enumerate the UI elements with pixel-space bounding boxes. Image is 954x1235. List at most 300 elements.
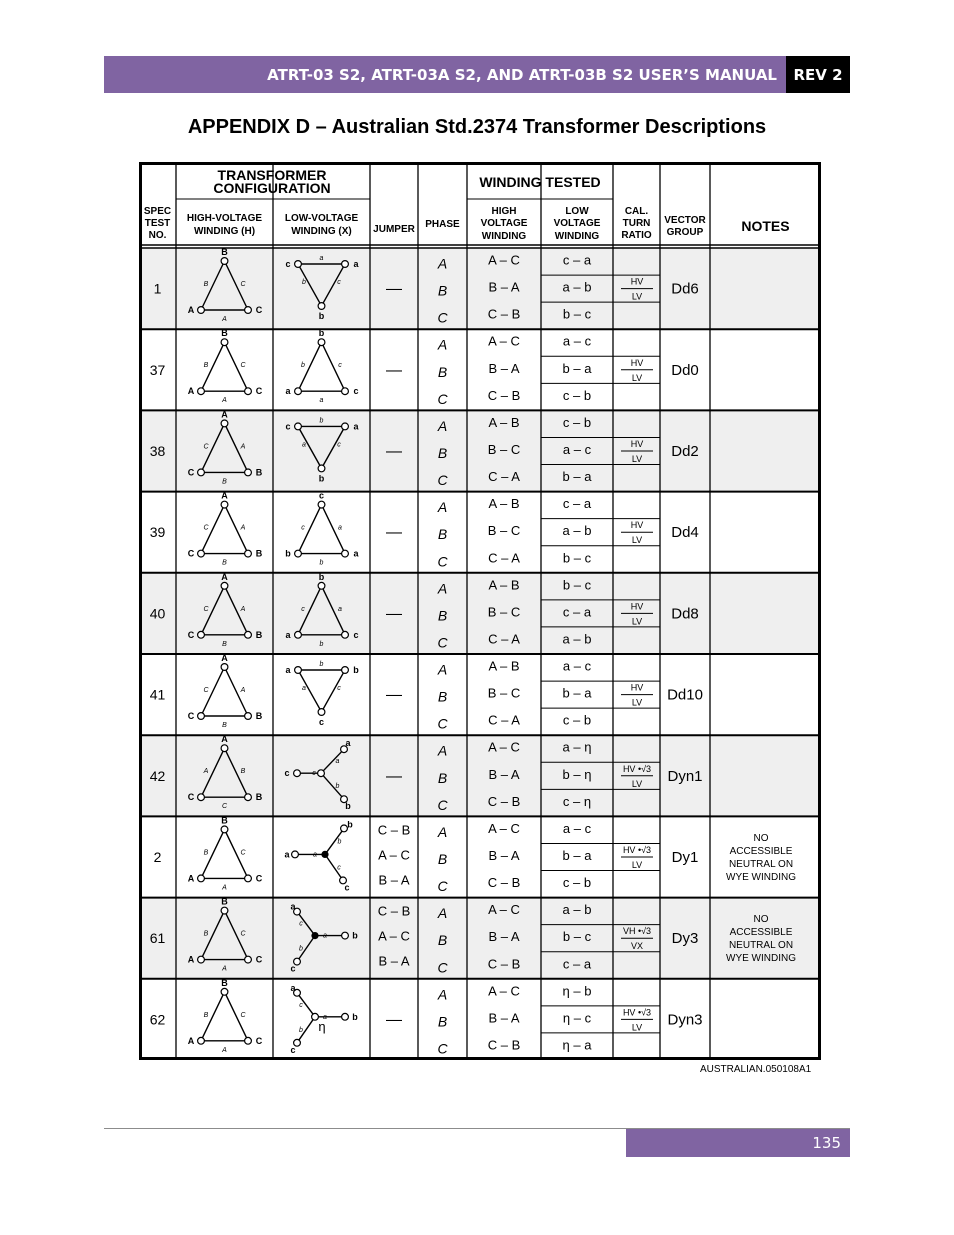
jumper-dash: — <box>386 767 402 785</box>
terminal-label: B <box>221 896 228 907</box>
terminal-label: c <box>353 629 359 640</box>
terminal-label: A <box>187 954 195 965</box>
phase-label: C <box>437 878 448 895</box>
terminal-node <box>245 550 252 557</box>
vector-group: Dd10 <box>667 686 703 704</box>
low-winding-value: b – c <box>562 550 592 566</box>
terminal-label: C <box>255 873 263 884</box>
spec-number: 38 <box>149 443 166 459</box>
terminal-label: c <box>290 963 296 974</box>
edge-label: A <box>240 687 246 694</box>
low-winding-value: a – b <box>562 902 592 918</box>
edge-label: A <box>240 443 246 451</box>
phase-label: C <box>437 472 448 489</box>
terminal-label: B <box>221 977 228 988</box>
edge-label: c <box>299 1001 303 1009</box>
row-shade <box>139 898 821 979</box>
phase-label: A <box>437 823 448 840</box>
terminal-node <box>342 631 349 638</box>
note-line: ACCESSIBLE <box>729 927 793 939</box>
edge-label: A <box>222 1046 227 1054</box>
terminal-node <box>198 469 205 476</box>
phase-label: B <box>437 282 448 299</box>
header-hv-winding: HIGH-VOLTAGE <box>186 213 263 224</box>
terminal-label: C <box>187 792 195 803</box>
terminal-node <box>245 388 252 395</box>
terminal-node <box>312 1013 319 1020</box>
edge-label: B <box>203 849 209 857</box>
high-winding-value: C – A <box>488 712 520 728</box>
spec-number: 39 <box>149 524 166 541</box>
terminal-node <box>318 501 325 508</box>
edge-label: C <box>203 687 209 694</box>
terminal-node <box>245 1037 252 1044</box>
edge-label: C <box>240 362 246 370</box>
edge-label: A <box>222 316 227 323</box>
manual-title: ATRT-03 S2, ATRT-03A S2, AND ATRT-03B S2 USER’S MANUAL <box>267 65 777 84</box>
edge-label: c <box>301 524 305 532</box>
edge-label: A <box>240 605 246 613</box>
phase-label: A <box>437 742 448 759</box>
page-number-box <box>626 1129 850 1157</box>
high-winding-value: C – B <box>487 1037 521 1053</box>
row-shade <box>139 573 821 654</box>
edge-label: b <box>319 661 324 668</box>
ratio-numerator: HV •√3 <box>622 845 652 855</box>
edge-label: C <box>203 524 209 532</box>
header-turn-ratio: TURN <box>622 218 651 229</box>
high-winding-value: C – B <box>487 387 521 403</box>
low-winding-value: c – b <box>562 875 592 891</box>
vector-group: Dd0 <box>671 361 699 379</box>
high-winding-value: B – A <box>488 766 520 782</box>
spec-number: 42 <box>149 767 166 784</box>
edge-label: B <box>222 559 227 567</box>
low-winding-value: c – b <box>562 712 592 728</box>
edge-label: B <box>203 281 209 288</box>
terminal-label: C <box>255 305 263 315</box>
phase-label: A <box>437 580 448 597</box>
edge-label: a <box>319 397 324 405</box>
terminal-node <box>221 582 228 589</box>
edge-label: a <box>302 441 306 449</box>
edge-label: b <box>299 1026 303 1034</box>
low-winding-value: a – c <box>562 658 592 674</box>
terminal-label: a <box>285 386 291 397</box>
terminal-label: A <box>221 571 228 582</box>
header-jumper: JUMPER <box>373 224 415 235</box>
terminal-node <box>318 582 325 589</box>
low-winding-value: b – a <box>562 469 592 485</box>
terminal-node <box>198 307 205 314</box>
edge-label: c <box>337 279 341 286</box>
header-low-voltage: VOLTAGE <box>553 218 601 229</box>
phase-label: B <box>437 932 448 949</box>
terminal-node <box>198 388 205 395</box>
phase-label: B <box>437 363 448 380</box>
high-winding-value: B – C <box>487 442 521 457</box>
page-number: 135 <box>812 1134 841 1152</box>
terminal-label: c <box>284 768 290 779</box>
revision-label: REV 2 <box>793 65 843 84</box>
terminal-node <box>342 1013 349 1020</box>
high-winding-value: B – A <box>488 360 520 376</box>
terminal-node <box>221 745 228 752</box>
header-config: CONFIGURATION <box>213 180 331 196</box>
ratio-denominator: LV <box>631 778 643 789</box>
phase-label: B <box>437 1013 448 1030</box>
header-lv-winding: WINDING (X) <box>291 226 352 237</box>
phase-label: B <box>437 445 448 461</box>
terminal-label: a <box>285 665 291 675</box>
edge-label: c <box>301 605 305 613</box>
spec-number: 40 <box>149 605 166 622</box>
note-line: NEUTRAL ON <box>728 940 794 952</box>
terminal-label: B <box>255 711 263 721</box>
edge-label: C <box>240 849 246 857</box>
header-config: TRANSFORMER <box>217 167 327 183</box>
phase-label: C <box>437 715 448 732</box>
edge-label: c <box>337 441 341 449</box>
edge-label: a <box>323 932 327 940</box>
high-winding-value: A – C <box>488 333 520 349</box>
low-winding-value: η – b <box>562 983 592 999</box>
header-phase: PHASE <box>425 219 460 230</box>
edge-label: c <box>299 920 303 928</box>
low-winding-value: a – c <box>562 442 592 457</box>
edge-label: B <box>203 362 209 370</box>
header-notes: NOTES <box>741 218 790 234</box>
edge-label: b <box>319 559 324 567</box>
terminal-label: A <box>221 734 228 745</box>
terminal-label: C <box>255 1035 263 1046</box>
terminal-node <box>342 667 349 674</box>
terminal-label: B <box>221 815 228 826</box>
vector-group: Dd6 <box>671 280 699 298</box>
high-winding-value: C – B <box>487 793 521 809</box>
high-winding-value: A – C <box>488 739 520 755</box>
phase-label: A <box>437 905 448 922</box>
low-winding-value: a – b <box>562 631 592 647</box>
ratio-denominator: LV <box>631 697 643 708</box>
terminal-node <box>295 261 302 268</box>
terminal-label: B <box>255 629 263 640</box>
terminal-label: C <box>187 467 195 478</box>
terminal-node <box>245 307 252 314</box>
terminal-node <box>198 550 205 557</box>
edge-label: b <box>301 362 305 370</box>
jumper-value: A – C <box>378 928 410 944</box>
ratio-numerator: HV •√3 <box>622 763 652 774</box>
ratio-denominator: LV <box>631 860 643 870</box>
high-winding-value: C – B <box>487 306 521 322</box>
phase-label: C <box>437 959 448 976</box>
spec-number: 1 <box>153 280 162 297</box>
low-winding-value: b – a <box>562 848 592 863</box>
phase-label: C <box>437 390 448 407</box>
jumper-dash: — <box>386 361 402 379</box>
high-winding-value: A – B <box>488 577 520 593</box>
terminal-node <box>294 770 301 777</box>
terminal-node <box>342 388 349 395</box>
high-winding-value: B – A <box>488 279 520 295</box>
jumper-value: A – C <box>378 847 410 863</box>
terminal-node <box>198 713 205 720</box>
terminal-node <box>295 667 302 674</box>
terminal-node <box>198 1037 205 1044</box>
edge-label: a <box>338 524 342 532</box>
figure-code: AUSTRALIAN.050108A1 <box>700 1064 812 1075</box>
edge-label: b <box>302 279 306 286</box>
terminal-node <box>318 339 325 346</box>
jumper-dash: — <box>386 686 402 704</box>
note-line: ACCESSIBLE <box>729 846 793 857</box>
header-lv-winding: LOW-VOLTAGE <box>284 213 359 224</box>
jumper-value: B – A <box>378 872 410 888</box>
header-bar <box>104 56 786 93</box>
edge-label: b <box>299 945 303 953</box>
ratio-denominator: VX <box>630 941 644 952</box>
phase-label: C <box>437 634 448 651</box>
low-winding-value: c – b <box>562 387 592 403</box>
vector-group: Dyn1 <box>667 767 703 785</box>
terminal-node <box>342 423 349 430</box>
phase-label: A <box>437 336 448 353</box>
spec-number: 61 <box>149 930 166 947</box>
edge-label: C <box>221 803 228 811</box>
terminal-node <box>295 423 302 430</box>
header-winding-tested: WINDING TESTED <box>479 174 601 190</box>
ratio-numerator: HV <box>630 601 644 612</box>
phase-label: A <box>437 417 448 434</box>
terminal-node <box>245 631 252 638</box>
ratio-numerator: HV <box>630 520 644 531</box>
terminal-label: c <box>318 717 325 727</box>
low-winding-value: c – a <box>562 252 592 268</box>
phase-label: C <box>437 1040 448 1057</box>
terminal-node <box>198 875 205 882</box>
terminal-node <box>295 550 302 557</box>
header-high-voltage: VOLTAGE <box>480 218 528 229</box>
jumper-dash: — <box>386 280 402 298</box>
spec-number: 2 <box>153 849 162 865</box>
terminal-label: b <box>318 473 325 484</box>
ratio-denominator: LV <box>631 535 643 546</box>
terminal-label: a <box>353 259 359 269</box>
high-winding-value: A – B <box>488 496 520 512</box>
low-winding-value: c – a <box>562 496 592 512</box>
terminal-label: A <box>187 1035 195 1046</box>
low-winding-value: b – η <box>562 766 592 782</box>
low-winding-value: b – a <box>562 685 592 701</box>
edge-label: A <box>222 965 227 973</box>
terminal-label: a <box>353 421 359 432</box>
high-winding-value: C – B <box>487 956 521 972</box>
terminal-node <box>342 932 349 939</box>
vector-group: Dd4 <box>671 524 699 542</box>
header-vector-group: GROUP <box>666 227 704 238</box>
high-winding-value: B – C <box>487 685 521 701</box>
vector-group: Dd8 <box>671 605 699 623</box>
high-winding-value: A – B <box>488 658 520 674</box>
edge-label: C <box>203 605 209 613</box>
terminal-label: A <box>221 490 228 501</box>
row-shade <box>139 410 821 491</box>
edge-label: b <box>335 783 340 791</box>
high-winding-value: B – A <box>488 1010 520 1026</box>
edge-label: a <box>338 605 342 613</box>
edge-label: b <box>319 417 324 425</box>
terminal-label: a <box>285 629 291 640</box>
terminal-label: b <box>318 311 325 321</box>
terminal-label: C <box>187 711 195 721</box>
note-line: NO <box>753 914 769 926</box>
ratio-numerator: VH •√3 <box>622 926 652 937</box>
phase-label: B <box>437 769 448 786</box>
phase-label: C <box>437 796 448 813</box>
phase-label: B <box>437 688 448 705</box>
edge-label: B <box>222 722 227 729</box>
terminal-node <box>198 956 205 963</box>
low-winding-value: η – a <box>562 1037 592 1053</box>
note-line: NO <box>753 833 769 844</box>
spec-number: 41 <box>149 686 166 703</box>
header-high-voltage: WINDING <box>481 231 527 242</box>
wye-junction <box>311 932 318 939</box>
terminal-label: a <box>353 548 359 559</box>
header-spec: TEST <box>144 218 171 229</box>
high-winding-value: C – A <box>488 631 520 647</box>
low-winding-value: c – a <box>562 604 592 620</box>
edge-label: B <box>222 478 227 486</box>
transformer-spec-table <box>139 162 821 1060</box>
edge-label: c <box>338 362 342 370</box>
revision-badge <box>786 56 850 93</box>
terminal-node <box>221 501 228 508</box>
high-winding-value: A – C <box>488 820 520 836</box>
edge-label: b <box>337 838 342 846</box>
phase-label: C <box>437 309 448 326</box>
terminal-label: a <box>290 982 296 993</box>
edge-label: C <box>240 930 246 938</box>
jumper-dash: — <box>386 605 402 623</box>
terminal-label: b <box>353 665 359 675</box>
high-winding-value: C – A <box>488 469 520 485</box>
terminal-node <box>318 465 325 472</box>
terminal-node <box>198 794 205 801</box>
terminal-label: A <box>187 305 195 315</box>
neutral-label: η <box>318 1018 326 1034</box>
header-hv-winding: WINDING (H) <box>193 226 256 237</box>
edge-label: B <box>222 640 227 648</box>
terminal-node <box>318 303 325 310</box>
edge-label: C <box>203 443 209 451</box>
low-winding-value: a – b <box>562 523 592 539</box>
low-winding-value: a – c <box>562 820 592 836</box>
ratio-denominator: LV <box>631 291 643 302</box>
phase-label: B <box>437 607 448 624</box>
terminal-node <box>245 713 252 720</box>
jumper-dash: — <box>386 443 402 460</box>
phase-label: C <box>437 553 448 570</box>
header-turn-ratio: CAL. <box>624 206 649 217</box>
note-line: WYE WINDING <box>726 953 796 965</box>
terminal-node <box>295 388 302 395</box>
header-high-voltage: HIGH <box>491 206 517 217</box>
ratio-denominator: LV <box>631 1022 643 1033</box>
terminal-label: B <box>255 792 263 803</box>
terminal-node <box>221 258 228 265</box>
terminal-node <box>198 631 205 638</box>
ratio-denominator: LV <box>631 454 643 464</box>
wye-junction <box>321 851 328 858</box>
edge-label: A <box>240 524 246 532</box>
terminal-label: A <box>187 386 195 397</box>
high-winding-value: A – C <box>488 252 520 268</box>
edge-label: c <box>312 770 316 778</box>
terminal-node <box>318 709 325 716</box>
page-title: APPENDIX D – Australian Std.2374 Transformer Descriptions <box>187 116 767 138</box>
vector-group: Dy1 <box>671 849 699 866</box>
terminal-label: C <box>187 548 195 559</box>
terminal-label: a <box>345 738 351 749</box>
terminal-label: a <box>290 901 296 912</box>
jumper-dash: — <box>386 1011 402 1029</box>
terminal-node <box>221 907 228 914</box>
ratio-denominator: LV <box>631 616 643 627</box>
note-line: NEUTRAL ON <box>728 859 794 870</box>
phase-label: A <box>437 661 448 678</box>
row-shade <box>139 248 821 329</box>
edge-label: a <box>335 758 340 766</box>
ratio-numerator: HV <box>630 276 644 287</box>
jumper-value: C – B <box>377 822 411 838</box>
terminal-label: A <box>221 409 228 420</box>
ratio-numerator: HV <box>630 357 644 368</box>
terminal-node <box>292 851 299 858</box>
spec-number: 62 <box>149 1011 166 1028</box>
terminal-label: c <box>353 386 359 397</box>
header-turn-ratio: RATIO <box>621 230 652 241</box>
terminal-node <box>342 550 349 557</box>
terminal-label: b <box>285 548 291 559</box>
terminal-node <box>245 875 252 882</box>
terminal-node <box>318 770 325 777</box>
terminal-label: b <box>318 328 325 339</box>
terminal-label: b <box>352 930 358 941</box>
edge-label: c <box>337 864 341 872</box>
low-winding-value: η – c <box>562 1010 592 1026</box>
terminal-label: B <box>255 467 263 478</box>
terminal-label: c <box>285 259 291 269</box>
row-shade <box>139 735 821 816</box>
header-low-voltage: WINDING <box>554 231 600 242</box>
vector-group: Dy3 <box>671 930 699 948</box>
low-winding-value: c – η <box>562 793 592 809</box>
edge-label: C <box>240 281 246 288</box>
terminal-label: A <box>221 653 228 663</box>
header-spec: NO. <box>148 230 167 241</box>
terminal-node <box>245 956 252 963</box>
terminal-node <box>221 826 228 833</box>
terminal-node <box>245 794 252 801</box>
terminal-label: C <box>255 954 263 965</box>
jumper-value: C – B <box>377 903 411 919</box>
terminal-label: a <box>284 849 290 860</box>
high-winding-value: B – C <box>487 523 521 539</box>
edge-label: b <box>319 640 324 648</box>
low-winding-value: a – η <box>562 739 592 755</box>
